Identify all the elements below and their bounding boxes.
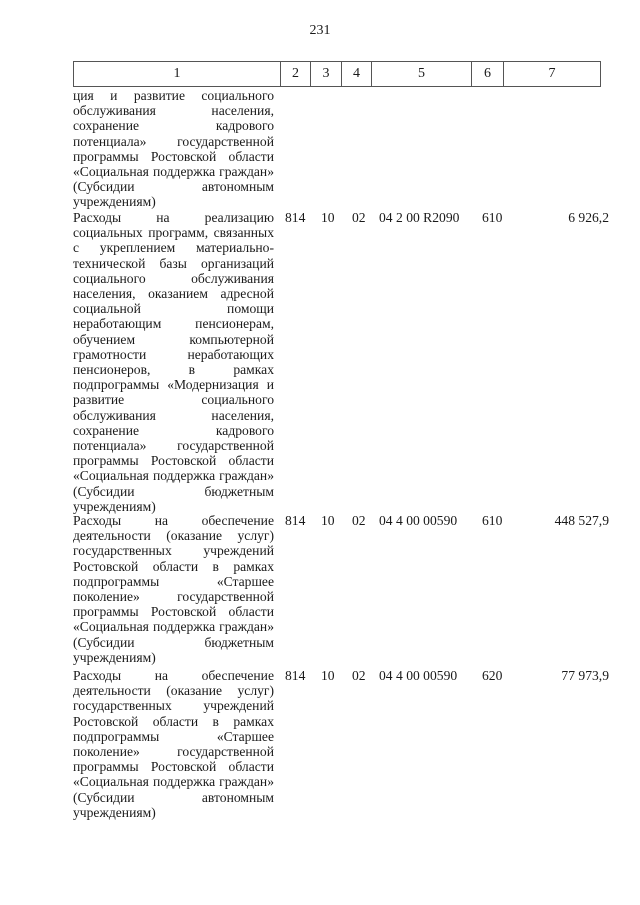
row-code-target: 04 4 00 00590	[379, 513, 458, 528]
row-code-expense-type: 610	[482, 210, 503, 225]
row-code-ministry: 814	[285, 210, 306, 225]
row-code-section: 10	[321, 513, 335, 528]
column-header-5: 5	[372, 62, 472, 87]
column-header-7: 7	[504, 62, 601, 87]
row-code-section: 10	[321, 210, 335, 225]
row-description: Расходы на обеспечение деятельности (оказание услуг) государственных учреждений Ростовской области в рамках подпрограммы «Старшее поколение» государственной программы Ростовской области «Социальная поддержка граждан» (Субсидии бюджетным учреждениям)	[73, 513, 274, 665]
row-code-expense-type: 620	[482, 668, 503, 683]
row-code-section: 10	[321, 668, 335, 683]
row-code-subsection: 02	[352, 210, 366, 225]
row-code-subsection: 02	[352, 513, 366, 528]
row-code-expense-type: 610	[482, 513, 503, 528]
column-header-row	[74, 62, 601, 87]
row-description: Расходы на реализацию социальных программ, связанных с укреплением материально-технической базы организаций социального обслуживания населения, оказанием адресной социальной помощи неработающим пенсионерам, обучением компьютерной грамотности неработающих пенсионеров, в рамках подпрограммы «Модернизация и развитие социального обслуживания населения, сохранение кадрового потенциала» государственной программы Ростовской области «Социальная поддержка граждан» (Субсидии бюджетным учреждениям)	[73, 210, 274, 514]
column-header-2: 2	[281, 62, 311, 87]
column-header-4: 4	[342, 62, 372, 87]
row-code-ministry: 814	[285, 668, 306, 683]
page-number: 231	[309, 23, 331, 38]
row-amount: 448 527,9	[554, 513, 609, 528]
row-code-target: 04 4 00 00590	[379, 668, 458, 683]
row-code-target: 04 2 00 R2090	[379, 210, 460, 225]
column-header-3: 3	[311, 62, 342, 87]
column-header-table	[73, 61, 601, 87]
row-code-subsection: 02	[352, 668, 366, 683]
row-description: Расходы на обеспечение деятельности (оказание услуг) государственных учреждений Ростовской области в рамках подпрограммы «Старшее поколение» государственной программы Ростовской области «Социальная поддержка граждан» (Субсидии автономным учреждениям)	[73, 668, 274, 820]
column-header-1: 1	[74, 62, 281, 87]
row-description: ция и развитие социального обслуживания населения, сохранение кадрового потенциала» государственной программы Ростовской области «Социальная поддержка граждан» (Субсидии автономным учреждениям)	[73, 88, 274, 210]
row-amount: 77 973,9	[561, 668, 609, 683]
column-header-6: 6	[472, 62, 504, 87]
row-code-ministry: 814	[285, 513, 306, 528]
row-amount: 6 926,2	[568, 210, 609, 225]
